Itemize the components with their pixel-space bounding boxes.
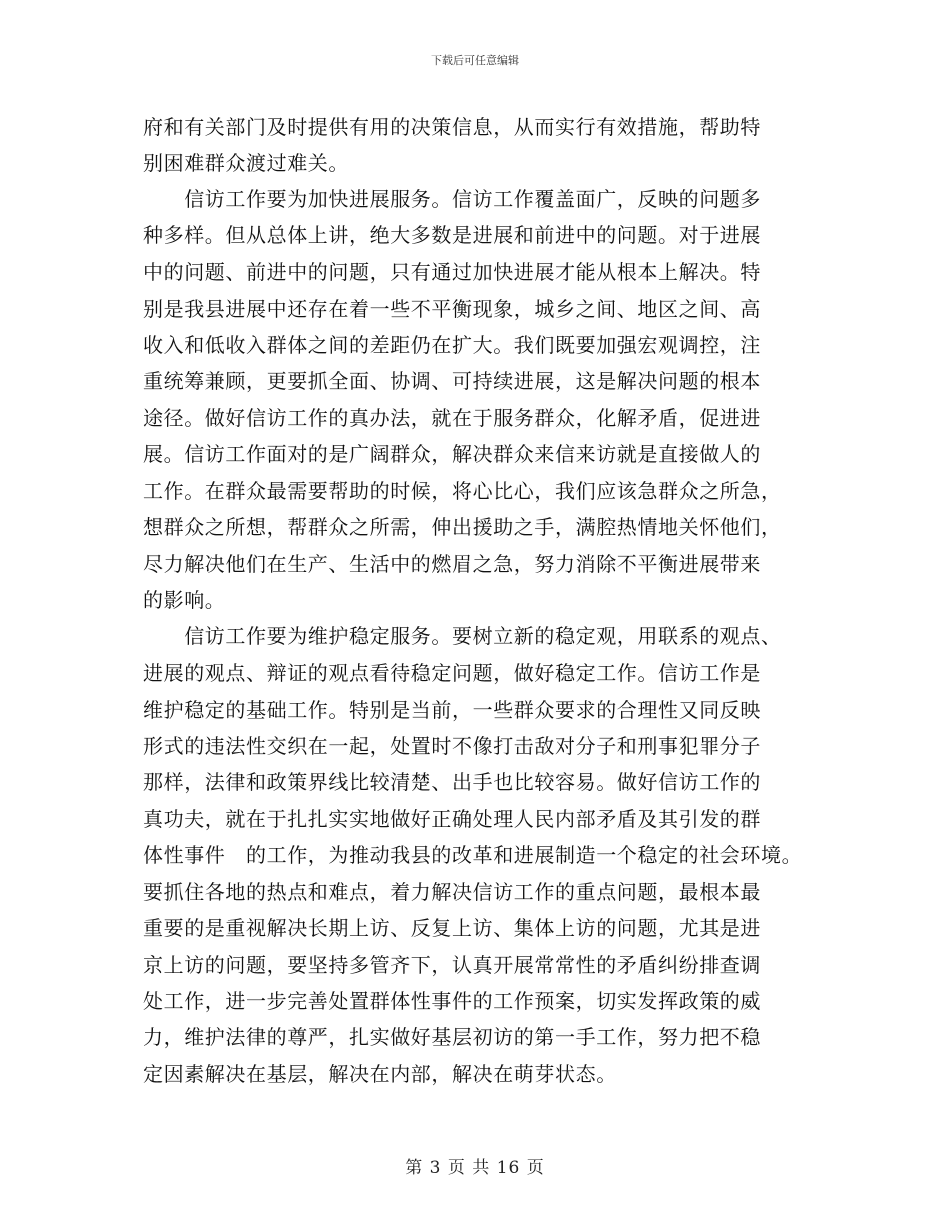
text-line: 别困难群众渡过难关。 (143, 151, 349, 175)
page-header: 下载后可任意编辑 (431, 54, 519, 67)
text-line: 展。信访工作面对的是广阔群众，解决群众来信来访就是直接做人的 (143, 442, 761, 466)
text-line: 种多样。但从总体上讲，绝大多数是进展和前进中的问题。对于进展 (143, 223, 761, 247)
text-line: 形式的违法性交织在一起，处置时不像打击敌对分子和刑事犯罪分子 (143, 734, 761, 758)
text-line: 重要的是重视解决长期上访、反复上访、集体上访的问题，尤其是进 (143, 916, 761, 940)
text-line: 工作。在群众最需要帮助的时候，将心比心，我们应该急群众之所急， (143, 479, 782, 503)
text-line: 中的问题、前进中的问题，只有通过加快进展才能从根本上解决。特 (143, 260, 761, 284)
text-line: 别是我县进展中还存在着一些不平衡现象，城乡之间、地区之间、高 (143, 297, 761, 321)
text-line: 想群众之所想，帮群众之所需，伸出援助之手，满腔热情地关怀他们， (143, 515, 782, 539)
page-footer: 第 3 页 共 16 页 (405, 1158, 545, 1178)
text-line: 收入和低收入群体之间的差距仍在扩大。我们既要加强宏观调控，注 (143, 333, 761, 357)
text-line: 重统筹兼顾，更要抓全面、协调、可持续进展，这是解决问题的根本 (143, 369, 761, 393)
text-line: 途径。做好信访工作的真办法，就在于服务群众，化解矛盾，促进进 (143, 406, 761, 430)
text-line: 府和有关部门及时提供有用的决策信息，从而实行有效措施，帮助特 (143, 115, 761, 139)
text-line: 京上访的问题，要坚持多管齐下，认真开展常常性的矛盾纠纷排查调 (143, 953, 761, 977)
text-line: 的影响。 (143, 588, 226, 612)
text-line: 处工作，进一步完善处置群体性事件的工作预案，切实发挥政策的威 (143, 989, 761, 1013)
text-line: 定因素解决在基层，解决在内部，解决在萌芽状态。 (143, 1062, 617, 1086)
text-line: 体性事件 的工作，为推动我县的改革和进展制造一个稳定的社会环境。 (143, 843, 803, 867)
text-line: 维护稳定的基础工作。特别是当前，一些群众要求的合理性又同反映 (143, 698, 761, 722)
text-line: 进展的观点、辩证的观点看待稳定问题，做好稳定工作。信访工作是 (143, 661, 761, 685)
text-line: 那样，法律和政策界线比较清楚、出手也比较容易。做好信访工作的 (143, 770, 761, 794)
text-line: 力，维护法律的尊严，扎实做好基层初访的第一手工作，努力把不稳 (143, 1025, 761, 1049)
text-line: 信访工作要为加快进展服务。信访工作覆盖面广，反映的问题多 (143, 187, 761, 211)
text-line: 信访工作要为维护稳定服务。要树立新的稳定观，用联系的观点、 (143, 624, 782, 648)
text-line: 尽力解决他们在生产、生活中的燃眉之急，努力消除不平衡进展带来 (143, 552, 761, 576)
text-line: 要抓住各地的热点和难点，着力解决信访工作的重点问题，最根本最 (143, 880, 761, 904)
text-line: 真功夫，就在于扎扎实实地做好正确处理人民内部矛盾及其引发的群 (143, 807, 761, 831)
